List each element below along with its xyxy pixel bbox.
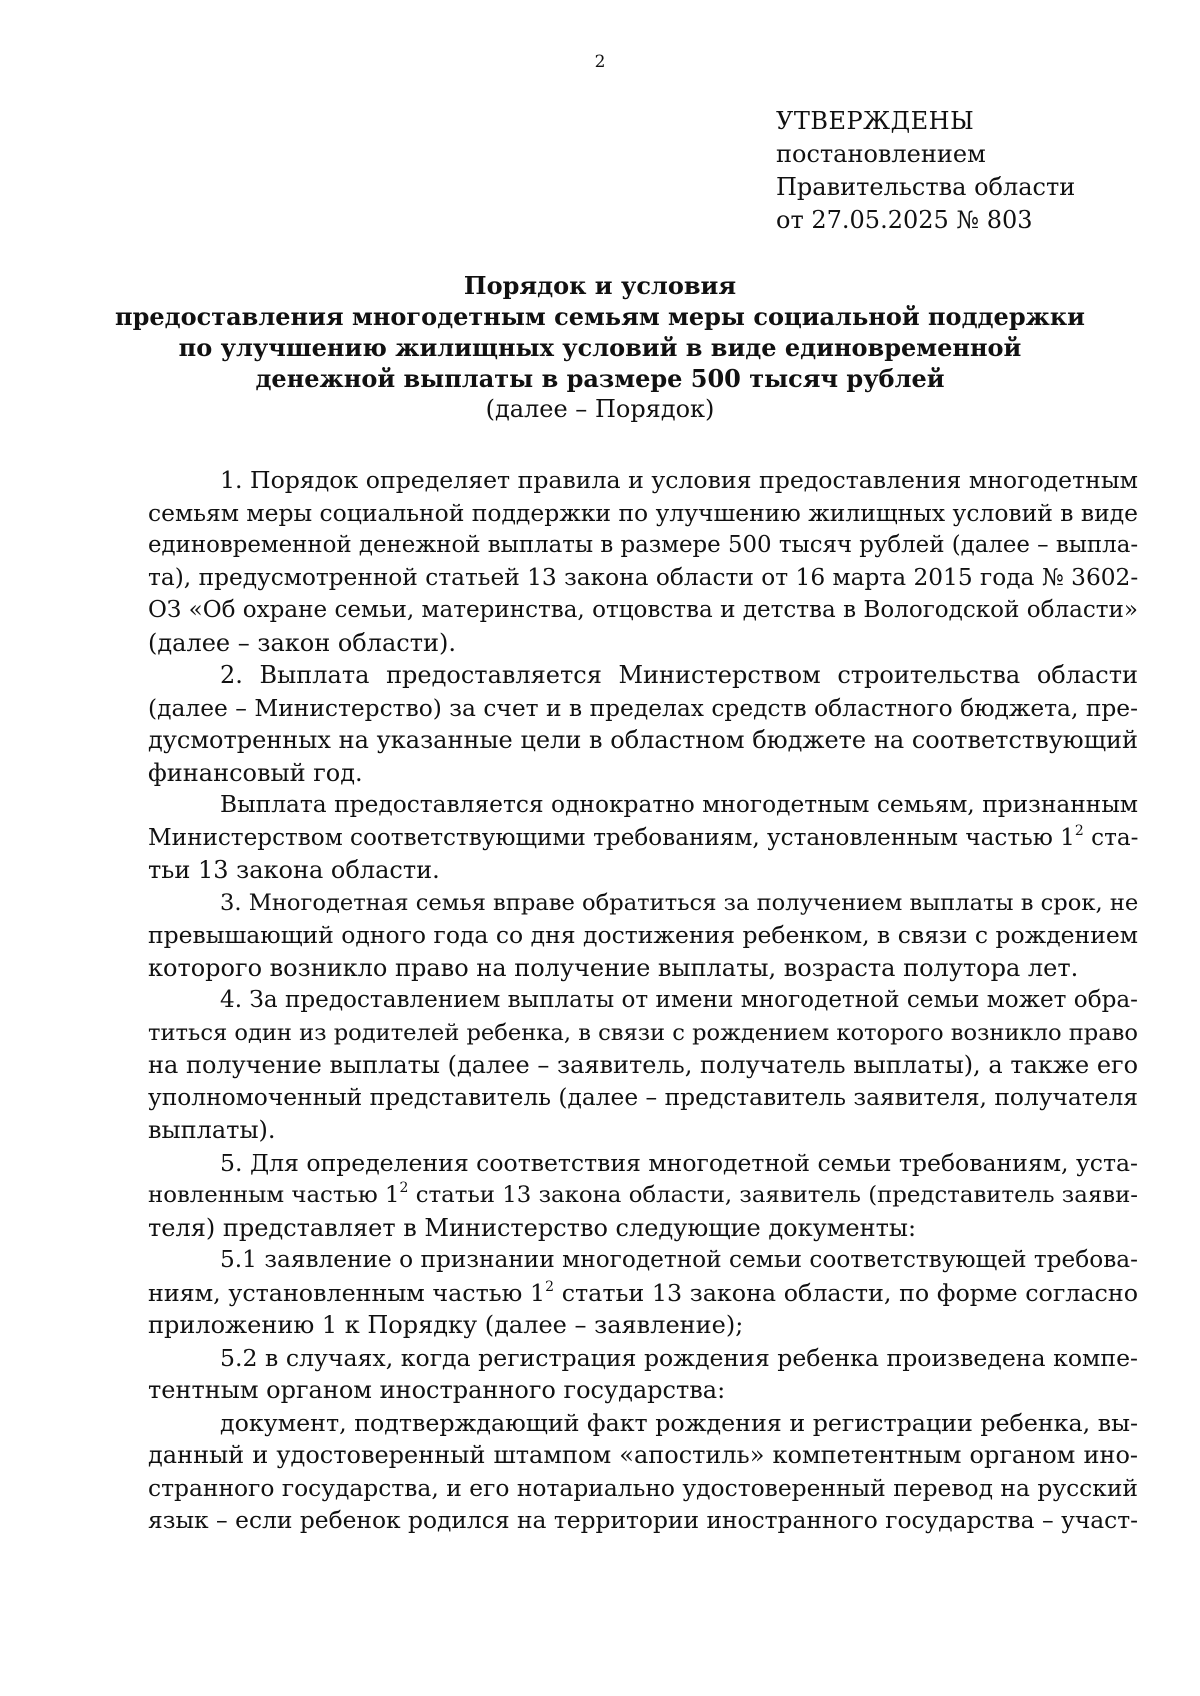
text-fragment: ста- — [1083, 824, 1139, 851]
text-line: семьям меры социальной поддержки по улучшению жилищных условий в виде — [148, 498, 1138, 527]
approval-heading: УТВЕРЖДЕНЫ — [776, 107, 975, 135]
text-line: 2. Выплата предоставляется Министерством строительства области — [220, 661, 1138, 689]
text-fragment: статьи 13 закона области, заявитель (представитель заяви- — [408, 1182, 1138, 1208]
text-line: 1. Порядок определяет правила и условия предоставления многодетным — [220, 466, 1138, 494]
paragraph-5-2 — [148, 1342, 1138, 1407]
paragraph-5 — [148, 1147, 1138, 1245]
text-line — [148, 1277, 1138, 1310]
approval-stamp — [776, 105, 1075, 237]
paragraph-2 — [148, 659, 1138, 789]
approval-date-number: от 27.05.2025 № 803 — [776, 206, 1033, 234]
text-line: странного государства, и его нотариально удостоверенный перевод на русский — [148, 1473, 1138, 1502]
title-line: по улучшению жилищных условий в виде единовременной — [178, 333, 1022, 362]
approval-line: Правительства области — [776, 173, 1076, 201]
text-line: единовременной денежной выплаты в размере 500 тысяч рублей (далее – выпла- — [148, 532, 1139, 558]
paragraph-5-1 — [148, 1244, 1138, 1342]
page-number: 2 — [594, 52, 606, 72]
text-line: язык – если ребенок родился на территории иностранного государства – участ- — [148, 1506, 1138, 1534]
text-line: финансовый год. — [148, 758, 363, 787]
paragraph-3 — [148, 887, 1138, 985]
paragraph-1 — [148, 464, 1138, 659]
title-line: Порядок и условия — [463, 271, 737, 300]
title-line: денежной выплаты в размере 500 тысяч рублей — [255, 364, 945, 393]
superscript: 2 — [1074, 822, 1084, 839]
text-line: на получение выплаты (далее – заявитель, получатель выплаты), а также его — [148, 1051, 1138, 1079]
text-line: теля) представляет в Министерство следующие документы: — [148, 1213, 917, 1242]
text-line: которого возникло право на получение выплаты, возраста полутора лет. — [148, 953, 1079, 982]
text-fragment: статьи 13 закона области, по форме согласно — [554, 1278, 1138, 1307]
text-line: Выплата предоставляется однократно многодетным семьям, признанным — [220, 791, 1138, 818]
text-line: дусмотренных на указанные цели в областном бюджете на соответствующий — [148, 726, 1138, 754]
superscript: 2 — [399, 1180, 409, 1196]
text-line: (далее – закон области). — [148, 628, 456, 657]
title-abbreviation: (далее – Порядок) — [485, 395, 715, 423]
text-line: та), предусмотренной статьей 13 закона области от 16 марта 2015 года № 3602- — [148, 563, 1139, 591]
text-fragment: ниям, установленным частью 1 — [148, 1278, 546, 1307]
text-line: 3. Многодетная семья вправе обратиться за получением выплаты в срок, не — [220, 889, 1139, 916]
text-line: 5. Для определения соответствия многодетной семьи требованиям, уста- — [220, 1148, 1138, 1177]
text-line: титься один из родителей ребенка, в связи с рождением которого возникло право — [148, 1019, 1138, 1046]
paragraph-2-continued — [148, 789, 1138, 887]
text-line: данный и удостоверенный штампом «апостиль» компетентным органом ино- — [148, 1441, 1138, 1469]
text-fragment: Министерством соответствующими требованиям, установленным частью 1 — [148, 824, 1075, 851]
paragraph-4 — [148, 984, 1138, 1147]
text-line: ОЗ «Об охране семьи, материнства, отцовства и детства в Вологодской области» — [148, 597, 1138, 623]
text-line: документ, подтверждающий факт рождения и регистрации ребенка, вы- — [220, 1408, 1138, 1437]
text-fragment: новленным частью 1 — [148, 1182, 400, 1208]
text-line: тьи 13 закона области. — [148, 856, 440, 884]
text-line: уполномоченный представитель (далее – представитель заявителя, получателя — [148, 1083, 1138, 1111]
text-line: выплаты). — [148, 1116, 276, 1144]
text-line — [148, 1179, 1138, 1212]
text-line — [148, 822, 1138, 855]
paragraph-5-2-continued — [148, 1407, 1138, 1537]
text-line: 5.2 в случаях, когда регистрация рождения ребенка произведена компе- — [220, 1343, 1138, 1372]
text-line: 5.1 заявление о признании многодетной семьи соответствующей требова- — [220, 1246, 1138, 1273]
document-body — [148, 464, 1138, 1537]
document-title — [0, 270, 1200, 425]
text-line: (далее – Министерство) за счет и в пределах средств областного бюджета, пре- — [148, 693, 1138, 722]
text-line: приложению 1 к Порядку (далее – заявление); — [148, 1311, 744, 1339]
approval-line: постановлением — [776, 140, 986, 168]
superscript: 2 — [545, 1278, 555, 1295]
text-line: 4. За предоставлением выплаты от имени многодетной семьи может обра- — [220, 987, 1138, 1013]
text-line: тентным органом иностранного государства: — [148, 1376, 726, 1404]
text-line: превышающий одного года со дня достижения ребенком, в связи с рождением — [148, 921, 1138, 949]
title-line: предоставления многодетным семьям меры социальной поддержки — [115, 302, 1085, 331]
